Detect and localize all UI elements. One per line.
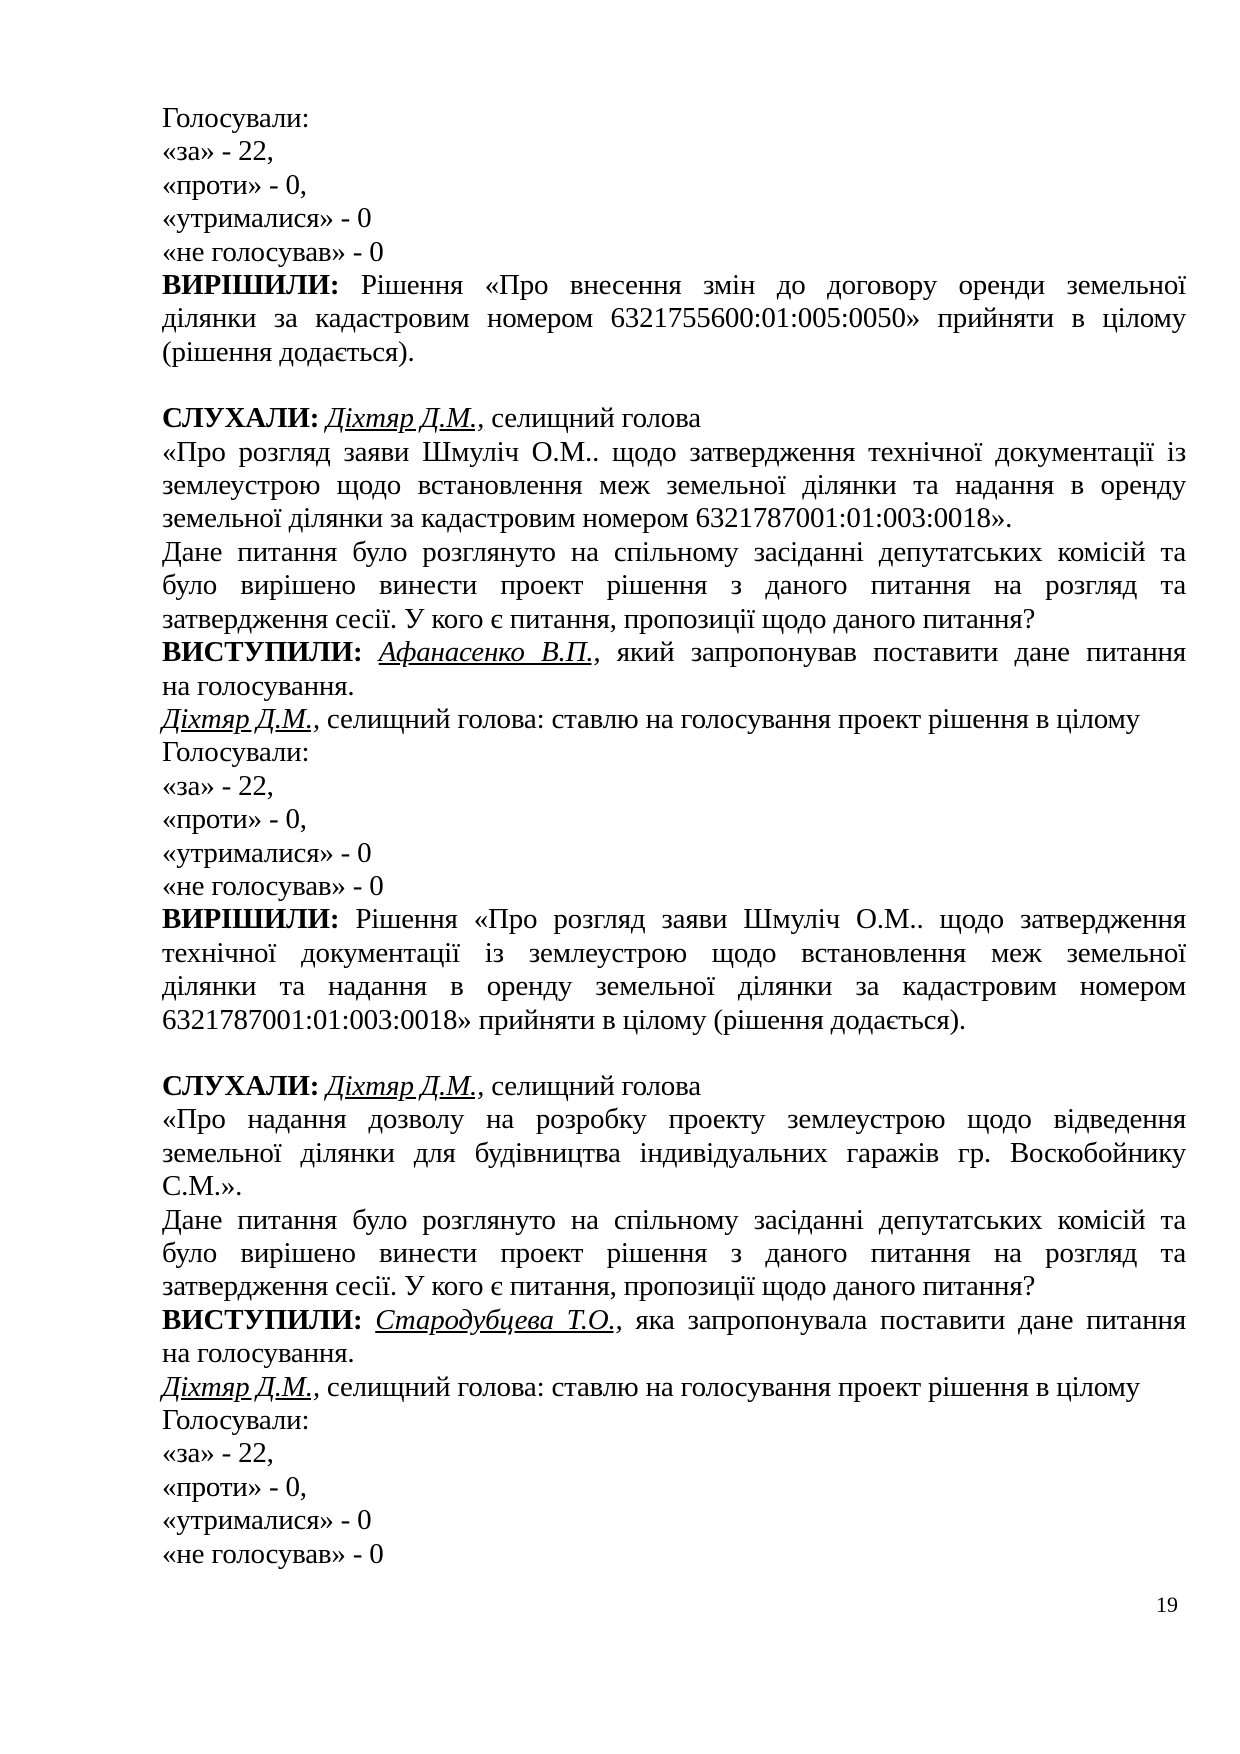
note-line: було вирішено винести проект рішення з даного питання на розгляд та: [162, 569, 1186, 602]
chair-text: селищний голова: ставлю на голосування проект рішення в цілому: [319, 1370, 1140, 1403]
chair-text: селищний голова: ставлю на голосування проект рішення в цілому: [319, 702, 1140, 735]
chair-line: [162, 703, 1186, 736]
topic-line: земельної ділянки за кадастровим номером 6321787001:01:003:0018».: [162, 502, 1013, 535]
heard-label: СЛУХАЛИ:: [162, 1069, 320, 1102]
speaker-name: Діхтяр Д.М.,: [162, 1370, 320, 1403]
vote-for: «за» - 22,: [162, 769, 274, 802]
decision-line: [162, 269, 1186, 302]
spoke-label: ВИСТУПИЛИ:: [162, 636, 363, 669]
spoke-line: [162, 1304, 1186, 1337]
spoke-text: який запропонував поставити дане питання: [600, 636, 1186, 669]
note-line: затвердження сесії. У кого є питання, пропозиції щодо даного питання?: [162, 1270, 1036, 1303]
vote-heading: Голосували:: [162, 102, 310, 134]
decision-line: [162, 903, 1186, 936]
decision-line: 6321787001:01:003:0018» прийняти в цілому (рішення додається).: [162, 1003, 966, 1036]
vote-heading: Голосували:: [162, 736, 310, 769]
spacer: [162, 369, 1186, 402]
vote-abstained: «утрималися» - 0: [162, 202, 372, 235]
decided-label: ВИРІШИЛИ:: [162, 269, 340, 302]
speaker-name: Афанасенко В.П.,: [378, 636, 601, 669]
spacer: [162, 1037, 1186, 1070]
vote-against: «проти» - 0,: [162, 1470, 307, 1503]
topic-line: «Про розгляд заяви Шмуліч О.М.. щодо затвердження технічної документації із: [162, 435, 1186, 468]
heard-line: [162, 1070, 1186, 1103]
vote-not-voted: «не голосував» - 0: [162, 869, 384, 902]
topic-line: земельної ділянки для будівництва індивідуальних гаражів гр. Воскобойнику: [162, 1136, 1186, 1169]
note-line: було вирішено винести проект рішення з даного питання на розгляд та: [162, 1237, 1186, 1269]
page-number: 19: [1156, 1592, 1178, 1617]
decision-line: (рішення додається).: [162, 335, 415, 368]
vote-not-voted: «не голосував» - 0: [162, 1537, 384, 1570]
speaker-name: Діхтяр Д.М.,: [326, 402, 485, 435]
decision-line: ділянки за кадастровим номером 6321755600:01:005:0050» прийняти в цілому: [162, 302, 1186, 335]
speaker-role: селищний голова: [484, 402, 701, 435]
decision-text: Рішення «Про внесення змін до договору оренди земельної: [339, 269, 1186, 302]
spoke-text: яка запропонувала поставити дане питання: [622, 1303, 1186, 1336]
note-line: затвердження сесії. У кого є питання, пропозиції щодо даного питання?: [162, 602, 1036, 635]
note-line: Дане питання було розглянуто на спільному засіданні депутатських комісій та: [162, 535, 1186, 568]
spoke-line: на голосування.: [162, 669, 355, 702]
vote-heading: Голосували:: [162, 1404, 310, 1437]
heard-label: СЛУХАЛИ:: [162, 402, 320, 435]
decision-text: Рішення «Про розгляд заяви Шмуліч О.М.. щодо затвердження: [339, 903, 1186, 936]
vote-against: «проти» - 0,: [162, 168, 307, 201]
topic-line: землеустрою щодо встановлення меж земельної ділянки та надання в оренду: [162, 469, 1186, 502]
decision-line: ділянки та надання в оренду земельної ділянки за кадастровим номером: [162, 970, 1186, 1003]
chair-line: [162, 1371, 1186, 1404]
topic-line: «Про надання дозволу на розробку проекту землеустрою щодо відведення: [162, 1103, 1186, 1136]
decision-line: технічної документації із землеустрою щодо встановлення меж земельної: [162, 936, 1186, 969]
vote-for: «за» - 22,: [162, 135, 274, 168]
vote-for: «за» - 22,: [162, 1437, 274, 1470]
topic-line: С.М.».: [162, 1170, 243, 1203]
heard-line: [162, 402, 1186, 435]
note-line: Дане питання було розглянуто на спільному засіданні депутатських комісій та: [162, 1203, 1186, 1236]
vote-against: «проти» - 0,: [162, 803, 307, 836]
vote-abstained: «утрималися» - 0: [162, 836, 372, 869]
vote-not-voted: «не голосував» - 0: [162, 235, 384, 268]
speaker-name: Діхтяр Д.М.,: [326, 1069, 485, 1102]
document-page: [162, 102, 1186, 1571]
speaker-role: селищний голова: [484, 1069, 701, 1102]
spoke-line: [162, 636, 1186, 669]
speaker-name: Стародубцева Т.О.,: [375, 1303, 623, 1336]
spoke-label: ВИСТУПИЛИ:: [162, 1303, 363, 1336]
speaker-name: Діхтяр Д.М.,: [162, 702, 320, 735]
spoke-line: на голосування.: [162, 1337, 355, 1370]
decided-label: ВИРІШИЛИ:: [162, 903, 340, 936]
vote-abstained: «утрималися» - 0: [162, 1504, 372, 1537]
